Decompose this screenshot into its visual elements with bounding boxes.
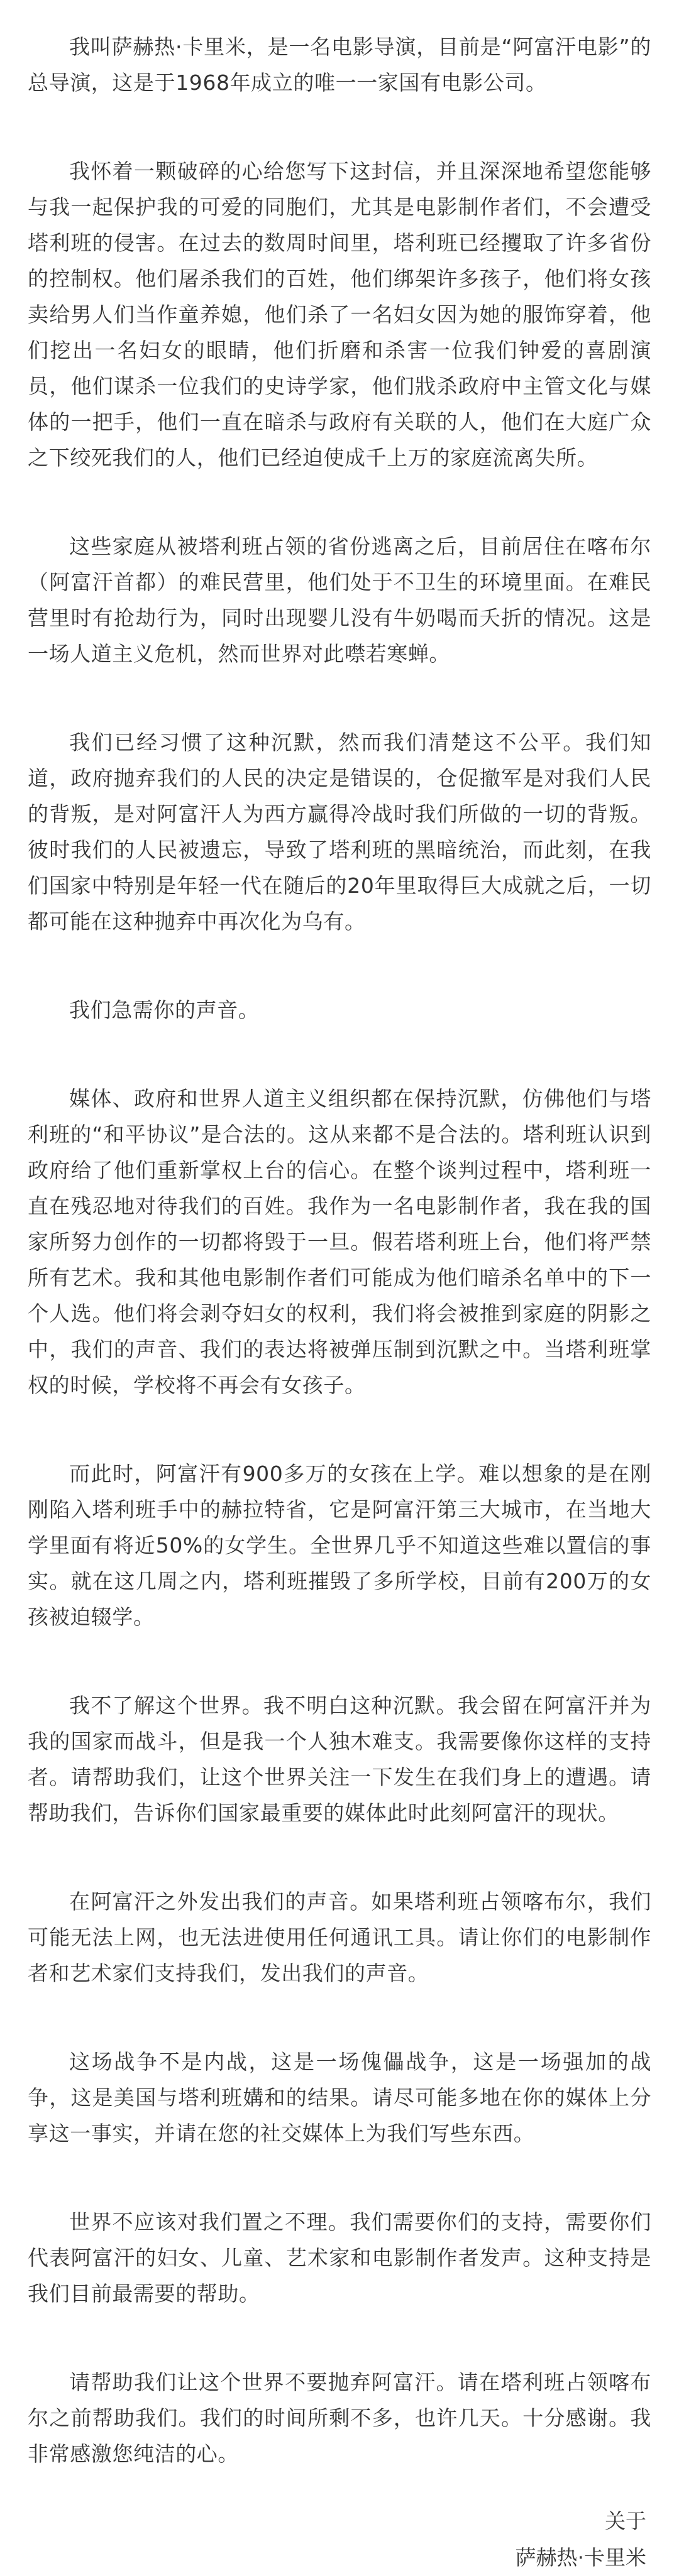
paragraph-support: 世界不应该对我们置之不理。我们需要你们的支持，需要你们代表阿富汗的妇女、儿童、艺术家和电影制作者发声。这种支持是我们目前最需要的帮助。 [28, 2210, 651, 2306]
paragraph-girls-school: 而此时，阿富汗有900多万的女孩在上学。难以想象的是在刚刚陷入塔利班手中的赫拉特省，它是阿富汗第三大城市，在当地大学里面有将近50%的女学生。全世界几乎不知道这些难以置信的事实。就在这几周之内，塔利班摧毁了多所学校，目前有200万的女孩被迫辍学。 [28, 1461, 651, 1629]
signoff [28, 2503, 651, 2576]
paragraph-intro: 我叫萨赫热·卡里米，是一名电影导演，目前是“阿富汗电影”的总导演，这是于1968年成立的唯一一家国有电影公司。 [28, 35, 651, 95]
paragraph-plea: 我怀着一颗破碎的心给您写下这封信，并且深深地希望您能够与我一起保护我的可爱的同胞们，尤其是电影制作者们，不会遭受塔利班的侵害。在过去的数周时间里，塔利班已经攫取了许多省份的控制权。他们屠杀我们的百姓，他们绑架许多孩子，他们将女孩卖给男人们当作童养媳，他们杀了一名妇女因为她的服饰穿着，他们挖出一名妇女的眼睛，他们折磨和杀害一位我们钟爱的喜剧演员，他们谋杀一位我们的史诗学家，他们戕杀政府中主管文化与媒体的一把手，他们一直在暗杀与政府有关联的人，他们在大庭广众之下绞死我们的人，他们已经迫使成千上万的家庭流离失所。 [28, 159, 651, 470]
paragraph-refugees: 这些家庭从被塔利班占领的省份逃离之后，目前居住在喀布尔（阿富汗首都）的难民营里，他们处于不卫生的环境里面。在难民营里时有抢劫行为，同时出现婴儿没有牛奶喝而夭折的情况。这是一场人道主义危机，然而世界对此噤若寒蝉。 [28, 534, 651, 666]
paragraph-peace-deal: 媒体、政府和世界人道主义组织都在保持沉默，仿佛他们与塔利班的“和平协议”是合法的。这从来都不是合法的。塔利班认识到政府给了他们重新掌权上台的信心。在整个谈判过程中，塔利班一直在残忍地对待我们的百姓。我作为一名电影制作者，我在我的国家所努力创作的一切都将毁于一旦。假若塔利班上台，他们将严禁所有艺术。我和其他电影制作者们可能成为他们暗杀名单中的下一个人选。他们将会剥夺妇女的权利，我们将会被推到家庭的阴影之中，我们的声音、我们的表达将被弹压制到沉默之中。当塔利班掌权的时候，学校将不再会有女孩子。 [28, 1086, 651, 1397]
closing-text: 关于 [605, 2509, 646, 2533]
paragraph-silence: 我们已经习惯了这种沉默，然而我们清楚这不公平。我们知道，政府抛弃我们的人民的决定是错误的，仓促撤军是对我们人民的背叛，是对阿富汗人为西方赢得冷战时我们所做的一切的背叛。彼时我们的人民被遗忘，导致了塔利班的黑暗统治，而此刻，在我们国家中特别是年轻一代在随后的20年里取得巨大成就之后，一切都可能在这种抛弃中再次化为乌有。 [28, 730, 651, 934]
paragraph-war: 这场战争不是内战，这是一场傀儡战争，这是一场强加的战争，这是美国与塔利班媾和的结果。请尽可能多地在你的媒体上分享这一事实，并请在您的社交媒体上为我们写些东西。 [28, 2049, 651, 2146]
paragraph-help-us: 我不了解这个世界。我不明白这种沉默。我会留在阿富汗并为我的国家而战斗，但是我一个人独木难支。我需要像你这样的支持者。请帮助我们，让这个世界关注一下发生在我们身上的遭遇。请帮助我们，告诉你们国家最重要的媒体此时此刻阿富汗的现状。 [28, 1693, 651, 1825]
paragraph-final-plea: 请帮助我们让这个世界不要抛弃阿富汗。请在塔利班占领喀布尔之前帮助我们。我们的时间所剩不多，也许几天。十分感谢。我非常感激您纯洁的心。 [28, 2370, 651, 2466]
signature: 萨赫热·卡里米 [515, 2545, 646, 2570]
paragraph-need-voice: 我们急需你的声音。 [69, 998, 260, 1022]
paragraph-outside-voice: 在阿富汗之外发出我们的声音。如果塔利班占领喀布尔，我们可能无法上网，也无法进使用任何通讯工具。请让你们的电影制作者和艺术家们支持我们，发出我们的声音。 [28, 1889, 651, 1985]
